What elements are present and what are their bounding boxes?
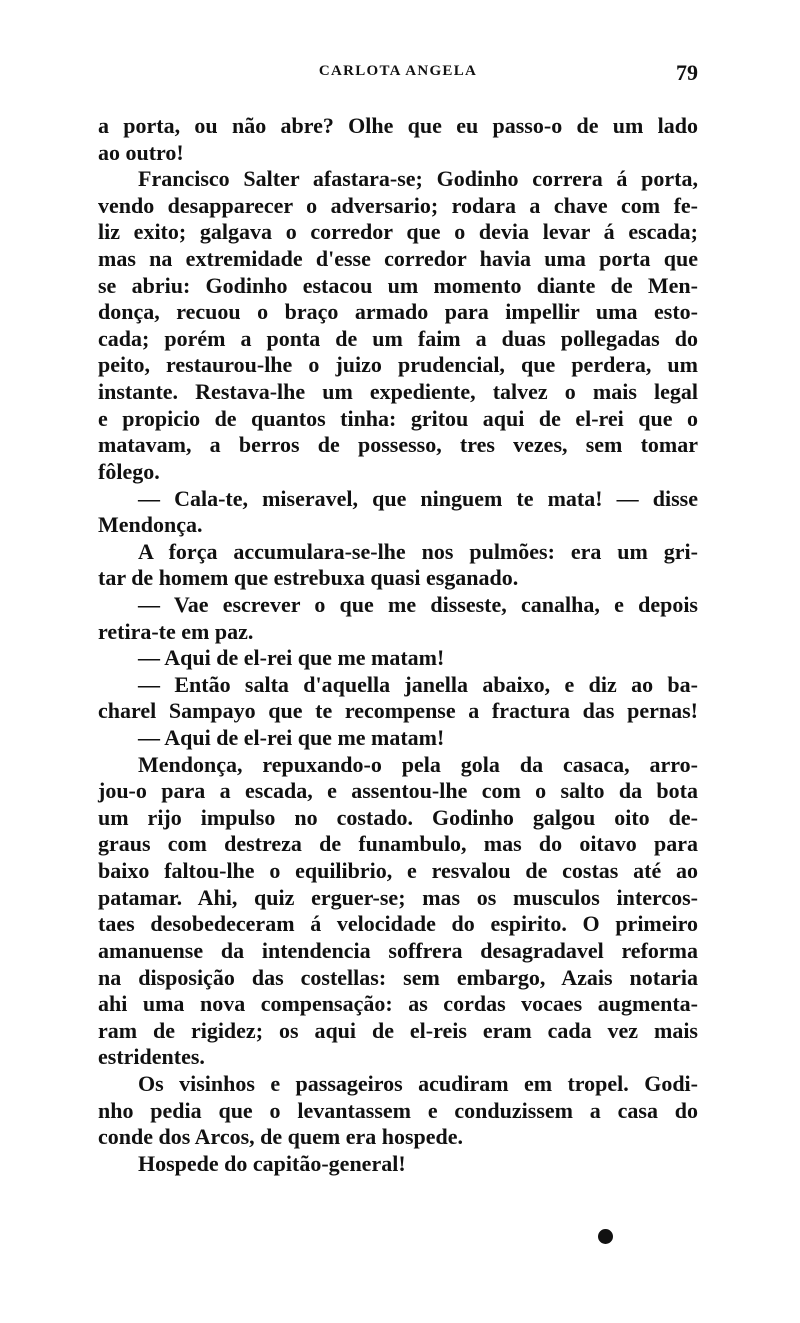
text-line: retira-te em paz. [98, 618, 254, 644]
text-line: — Vae escrever o que me disseste, canalha, e depois [138, 591, 698, 617]
text-line: vendo desapparecer o adversario; rodara a chave com fe- [98, 192, 698, 218]
text-line: mas na extremidade d'esse corredor havia uma porta que [98, 246, 698, 272]
text-line: instante. Restava-lhe um expediente, talvez o mais legal [98, 379, 698, 405]
text-line: — Aqui de el-rei que me matam! [138, 645, 445, 671]
text-line: conde dos Arcos, de quem era hospede. [98, 1124, 464, 1150]
text-line: Francisco Salter afastara-se; Godinho correra á porta, [138, 166, 698, 192]
text-line: patamar. Ahi, quiz erguer-se; mas os musculos intercos- [98, 884, 698, 910]
text-line: ahi uma nova compensação: as cordas vocaes augmenta- [98, 991, 698, 1017]
text-line: donça, recuou o braço armado para impellir uma esto- [98, 299, 698, 325]
running-head [98, 60, 698, 90]
text-line: — Então salta d'aquella janella abaixo, e diz ao ba- [138, 671, 698, 697]
body-text [98, 113, 698, 1177]
text-line: fôlego. [98, 458, 160, 484]
text-line: estridentes. [98, 1044, 205, 1070]
text-line: tar de homem que estrebuxa quasi esganado. [98, 565, 519, 591]
text-line: matavam, a berros de possesso, tres vezes, sem tomar [98, 432, 698, 458]
text-line: — Cala-te, miseravel, que ninguem te mata! — disse [138, 485, 698, 511]
text-line: amanuense da intendencia soffrera desagradavel reforma [98, 937, 698, 963]
text-line: peito, restaurou-lhe o juizo prudencial, que perdera, um [98, 352, 698, 378]
text-line: nho pedia que o levantassem e conduzissem a casa do [98, 1097, 698, 1123]
ink-blot [598, 1229, 613, 1244]
text-line: Mendonça. [98, 512, 203, 538]
text-line: graus com destreza de funambulo, mas do oitavo para [98, 831, 698, 857]
text-line: — Aqui de el-rei que me matam! [138, 725, 445, 751]
text-line: A força accumulara-se-lhe nos pulmões: era um gri- [138, 538, 698, 564]
text-line: e propicio de quantos tinha: gritou aqui de el-rei que o [98, 405, 698, 431]
text-line: se abriu: Godinho estacou um momento diante de Men- [98, 272, 698, 298]
text-line: a porta, ou não abre? Olhe que eu passo-o de um lado [98, 113, 698, 138]
text-line: taes desobedeceram á velocidade do espirito. O primeiro [98, 911, 698, 937]
text-line: cada; porém a ponta de um faim a duas pollegadas do [98, 325, 698, 351]
text-line: charel Sampayo que te recompense a fractura das pernas! [98, 698, 698, 724]
text-line: um rijo impulso no costado. Godinho galgou oito de- [98, 804, 698, 830]
text-line: Hospede do capitão-general! [138, 1150, 406, 1176]
running-title: CARLOTA ANGELA [318, 63, 478, 79]
text-line: ao outro! [98, 139, 184, 165]
text-line: jou-o para a escada, e assentou-lhe com o salto da bota [98, 778, 698, 804]
page-number: 79 [676, 60, 698, 85]
text-line: baixo faltou-lhe o equilibrio, e resvalou de costas até ao [98, 858, 698, 884]
text-line: Os visinhos e passageiros acudiram em tropel. Godi- [138, 1070, 698, 1096]
text-line: Mendonça, repuxando-o pela gola da casaca, arro- [138, 751, 698, 777]
text-line: na disposição das costellas: sem embargo, Azais notaria [98, 964, 698, 990]
text-line: ram de rigidez; os aqui de el-reis eram cada vez mais [98, 1017, 698, 1043]
text-line: liz exito; galgava o corredor que o devia levar á escada; [98, 219, 698, 245]
